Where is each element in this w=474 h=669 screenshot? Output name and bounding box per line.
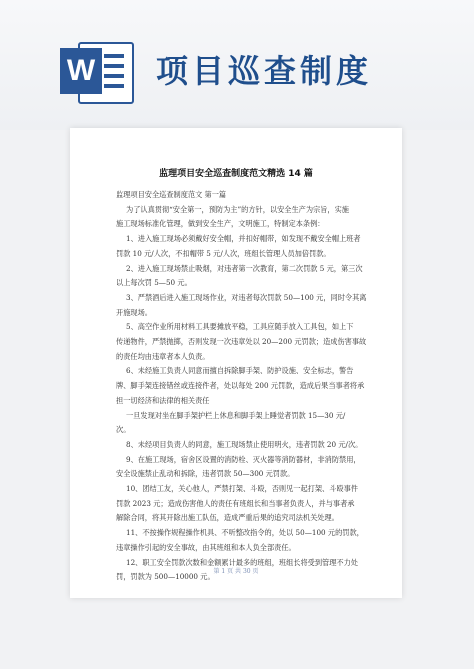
document-body xyxy=(116,188,367,585)
document-line: 12、职工安全罚款次数和金额累计最多的班组，班组长将受到管理不力处 xyxy=(126,557,358,567)
document-line: 11、不按操作规程操作机具、不听整改指令的，处以 50—100 元的罚款， xyxy=(126,528,364,538)
word-icon-letter: W xyxy=(60,48,102,94)
document-line: 5、高空作业所用材料工具要摊放平稳，工具应随手放入工具包，如上下 xyxy=(126,322,354,332)
document-title: 监理项目安全巡查制度范文精选 14 篇 xyxy=(159,169,313,179)
document-line: 安全设施禁止乱动和拆除，违者罚款 50—300 元罚款。 xyxy=(116,469,295,479)
word-icon-line xyxy=(104,54,124,58)
document-line: 传递物件，严禁抛掷，否则发现一次违章处以 20—200 元罚款；造成伤害事故 xyxy=(116,337,367,347)
document-line: 罚，罚款为 500—10000 元。 xyxy=(116,572,215,582)
document-line: 牌、脚手架连接错丝或连接件者，处以每处 200 元罚款，造成后果当事者将承 xyxy=(116,381,365,391)
document-subtitle: 监理项目安全巡查制度范文 第一篇 xyxy=(116,190,227,199)
document-line: 一旦发现对坐在脚手架护栏上休息和脚手架上睡觉者罚款 15—30 元/ xyxy=(126,410,346,420)
word-icon-line xyxy=(104,74,124,78)
document-line: 担一切经济和法律的相关责任 xyxy=(116,395,210,405)
document-line: 8、未经项目负责人的同意，施工现场禁止使用明火，违者罚款 20 元/次。 xyxy=(126,439,363,449)
document-page xyxy=(70,128,402,598)
document-line: 3、严禁酒后进入施工现场作业，对违者每次罚款 50—100 元，同时令其离 xyxy=(126,292,367,302)
document-line: 罚款 2023 元；造成伤害他人的责任有班组长和当事者负责人，并与事者承 xyxy=(116,498,355,508)
page-number-footer: 第 1 页 共 30 页 xyxy=(213,568,259,575)
document-line: 解除合同，将其开除出施工队伍，造成严重后果的追究司法机关处理。 xyxy=(116,513,339,523)
document-line: 9、在施工现场，宿舍区设置的消防栓、灭火器等消防器材，非消防禁用， xyxy=(126,454,361,464)
document-line: 6、未经施工负责人同意而擅自拆除脚手架、防护设施、安全标志，警告 xyxy=(126,366,354,376)
word-icon-line xyxy=(104,84,124,88)
document-line: 1、进入施工现场必须戴好安全帽，并扣好帽带，如发现不戴安全帽上班者 xyxy=(126,234,361,244)
word-icon-line xyxy=(104,64,124,68)
document-line: 开施现场。 xyxy=(116,307,152,317)
document-line: 以上每次罚 5—50 元。 xyxy=(116,278,192,288)
document-line: 的责任均由违章者本人负责。 xyxy=(116,351,210,361)
document-line: 10、团结工友，关心他人，严禁打架、斗殴，否则见一起打架、斗殴事件 xyxy=(126,484,358,494)
document-line: 违章操作引起的安全事故，由其班组和本人负全部责任。 xyxy=(116,542,296,552)
document-line: 施工现场标准化管理，做到安全生产，文明施工，特制定本条例： xyxy=(116,219,325,229)
header-banner xyxy=(0,0,474,130)
document-line: 罚款 10 元/人次，不扣帽带 5 元/人次，班组长管理人员加倍罚款。 xyxy=(116,248,331,258)
document-line: 为了认真贯彻“安全第一，预防为主”的方针，以安全生产为宗旨，实施 xyxy=(126,204,349,214)
banner-title: 项目巡查制度 xyxy=(156,52,373,90)
document-line: 2、进入施工现场禁止吸烟，对违者第一次教育，第二次罚款 5 元，第三次 xyxy=(126,263,363,273)
document-line: 次。 xyxy=(116,425,131,435)
word-doc-icon xyxy=(60,40,132,102)
